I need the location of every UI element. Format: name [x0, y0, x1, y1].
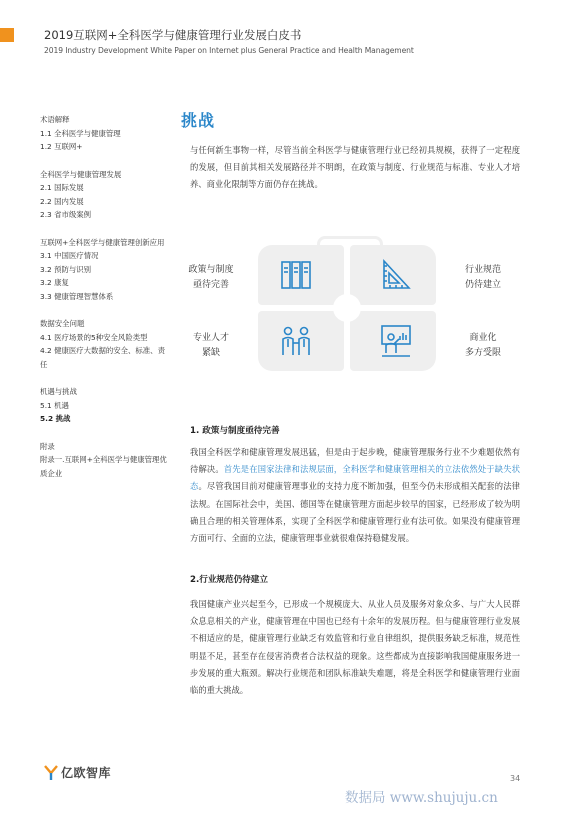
section-heading: 2.行业规范仍待建立 [190, 575, 268, 585]
binders-icon [278, 257, 314, 293]
toc-item[interactable]: 2.1 国际发展 [40, 183, 84, 192]
toc-item[interactable]: 5.1 机遇 [40, 400, 69, 410]
people-icon [278, 323, 314, 359]
diagram-label: 行业规范 仍待建立 [464, 265, 501, 290]
toc-item[interactable]: 3.3 健康管理智慧体系 [40, 291, 114, 301]
toc-section [40, 236, 170, 304]
toc-item[interactable]: 1.2 互联网+ [40, 142, 83, 151]
toc-item[interactable]: 2.2 国内发展 [40, 196, 84, 206]
toc-item[interactable]: 全科医学与健康管理发展 [40, 169, 122, 179]
toc-section [40, 385, 170, 426]
challenges-diagram [258, 245, 436, 371]
logo-text: 亿欧智库 [61, 766, 112, 780]
section-paragraph: 我国健康产业兴起至今，已形成一个规模庞大、从业人员及服务对象众多、与广大人民群众息息相关的产业，健康管理在中国也已经有十余年的发展历程。但与健康管理行业发展不相适应的是，健康管理行业缺乏有效监管和行业自律组织，提供服务缺乏标准，规范性明显不足，甚至存在侵害消费者合法权益的现象。这些都成为直接影响我国健康服务进一步发展的重大瓶颈。解决行业规范和团队标准缺失难题，将是全科医学和健康管理行业面临的重大挑战。 [190, 599, 520, 696]
section-paragraph [190, 444, 520, 547]
toc-section [40, 440, 170, 481]
header-subtitle: 2019 Industry Development White Paper on Internet plus General Practice and Health Management [44, 46, 414, 55]
ruler-triangle-icon [378, 257, 414, 293]
watermark: 数据局 www.shujuju.cn [345, 790, 498, 806]
toc-item[interactable]: 4.1 医疗场景的5种安全风险类型 [40, 332, 148, 342]
company-logo [44, 764, 111, 781]
intro-paragraph: 与任何新生事物一样，尽管当前全科医学与健康管理行业已经初具规模，获得了一定程度的发展，但目前其相关发展路径并不明朗，在政策与制度、行业规范与标准、专业人才培养、商业化限制等方面仍存在挑战。 [190, 145, 520, 190]
toc-section [40, 317, 170, 371]
body-text: 我国全科医学和健康管理发展迅猛，但是由于起步晚，健康管理服务行业不少难题依然有待解决。 [190, 447, 520, 475]
toc-item[interactable]: 4.2 健康医疗大数据的安全、标准、责任 [40, 346, 165, 369]
page-number: 34 [510, 774, 521, 783]
diagram-label: 商业化 多方受限 [464, 333, 501, 358]
logo-mark-icon [44, 765, 58, 781]
toc-item-active[interactable]: 5.2 挑战 [40, 414, 71, 423]
table-of-contents [40, 113, 170, 494]
toc-item[interactable]: 机遇与挑战 [40, 387, 77, 396]
toc-item[interactable]: 术语解释 [40, 115, 70, 124]
toc-item[interactable]: 3.1 中国医疗情况 [40, 251, 99, 260]
toc-item[interactable]: 3.2 康复 [40, 278, 69, 287]
toc-item[interactable]: 数据安全问题 [40, 319, 85, 328]
diagram-label: 政策与制度 亟待完善 [188, 265, 234, 290]
header-title: 2019互联网+全科医学与健康管理行业发展白皮书 [44, 28, 302, 42]
toc-item[interactable]: 附录一.互联网+全科医学与健康管理优质企业 [40, 455, 167, 478]
diagram-label: 专业人才 紧缺 [192, 333, 229, 358]
header-accent-bar [0, 28, 14, 42]
toc-section [40, 168, 170, 222]
toc-section [40, 113, 170, 154]
presentation-icon [378, 323, 414, 359]
toc-item[interactable]: 2.3 省市级案例 [40, 210, 92, 219]
body-text: 。尽管我国目前对健康管理事业的支持力度不断加强，但至今仍未形成相关配套的法律法规。在国际社会中，美国、德国等在健康管理方面起步较早的国家，已经形成了较为明确且合理的相关管理体系，实现了全科医学和健康管理行业有法可依。如果没有健康管理方面可行、全面的立法，健康管理事业就很难保持稳健发展。 [190, 481, 520, 544]
toc-item[interactable]: 3.2 预防与识别 [40, 264, 92, 274]
toc-item[interactable]: 1.1 全科医学与健康管理 [40, 128, 121, 138]
diagram-center-hub [333, 294, 361, 322]
highlighted-text: 首先是在国家法律和法规层面，全科医学和健康管理相关的立法依然处于缺失状态 [190, 464, 520, 492]
toc-item[interactable]: 互联网+全科医学与健康管理创新应用 [40, 237, 165, 247]
toc-item[interactable]: 附录 [40, 441, 55, 451]
page-title: 挑战 [181, 111, 216, 130]
section-heading: 1. 政策与制度亟待完善 [190, 426, 280, 436]
